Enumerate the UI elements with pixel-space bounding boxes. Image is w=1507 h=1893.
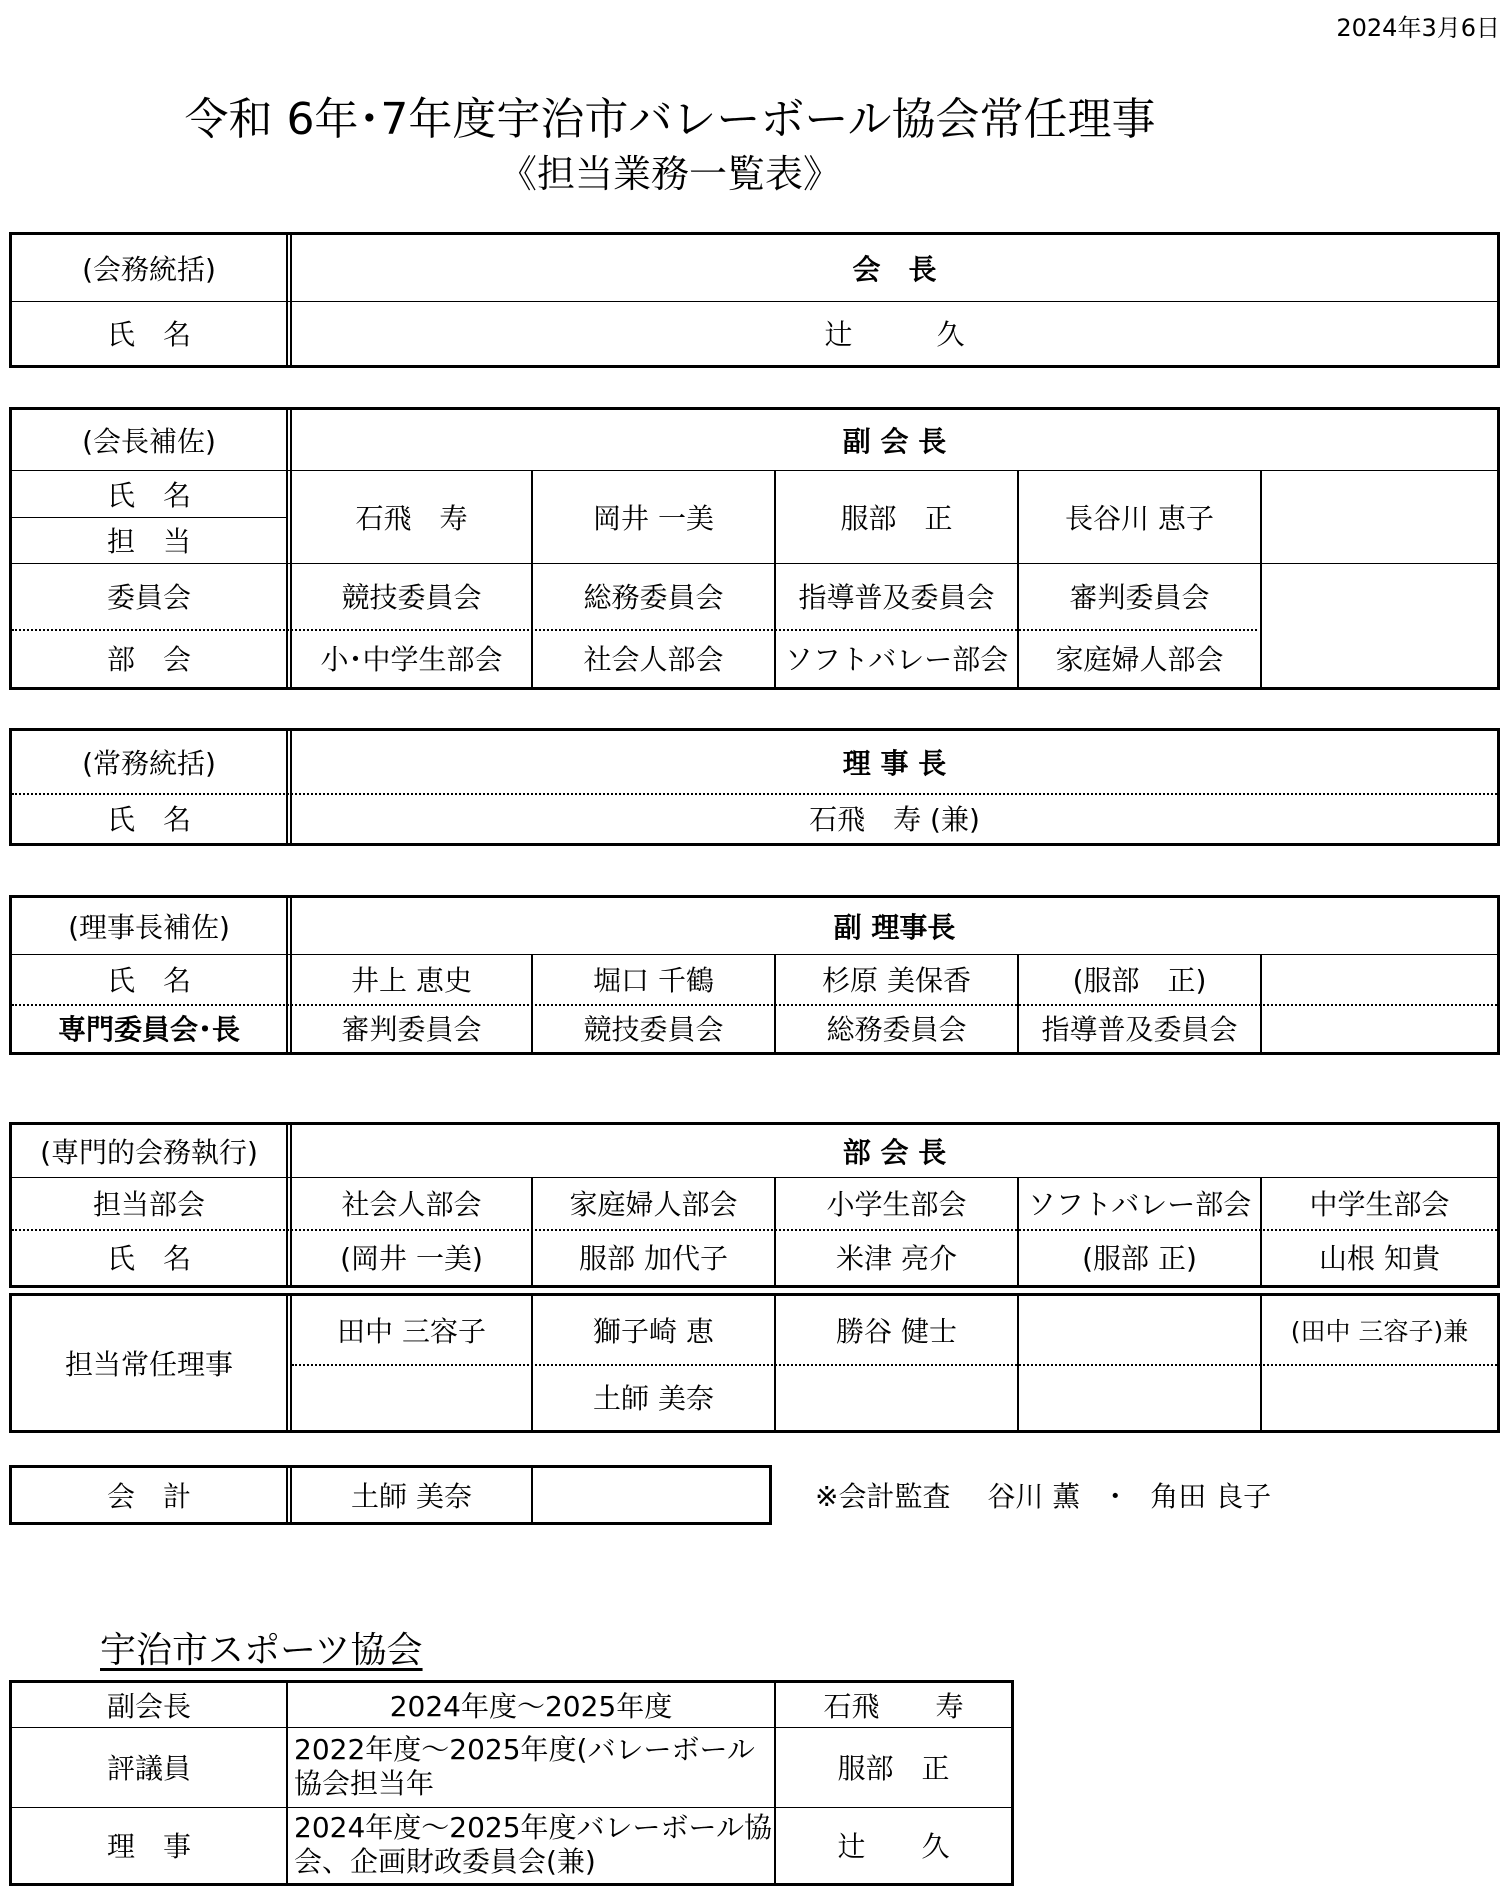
section-name: 中学生部会	[1309, 1188, 1450, 1221]
section-director: 獅子崎 恵	[593, 1315, 714, 1348]
page-title: 令和 6年･7年度宇治市バレーボール協会常任理事	[184, 94, 1156, 145]
vice-president-committee-label: 委員会	[106, 581, 191, 614]
vice-president-section-label: 部 会	[106, 643, 191, 676]
vice-president-committee	[1262, 563, 1497, 629]
vice-president-section: 社会人部会	[583, 643, 724, 676]
sports-name: 石飛 寿	[823, 1690, 964, 1723]
sports-name: 服部 正	[837, 1752, 950, 1785]
sports-role: 副会長	[106, 1690, 191, 1723]
section-director: 勝谷 健士	[836, 1315, 957, 1348]
president-role-title: 会 長	[852, 253, 937, 286]
vice-president-name	[1262, 470, 1497, 563]
section-head-name: (岡井 一美)	[340, 1242, 483, 1275]
section-director: 田中 三容子	[337, 1315, 486, 1348]
vice-chairman-name	[1262, 954, 1497, 1004]
sports-role: 理 事	[106, 1830, 191, 1863]
vice-chairman-table	[9, 895, 1500, 1055]
vice-president-section	[1262, 629, 1497, 687]
vice-president-duty-label: 担 当	[106, 525, 191, 558]
vice-chairman-name: 堀口 千鶴	[593, 964, 714, 997]
vice-president-name-label: 氏 名	[106, 478, 191, 512]
vice-president-name: 岡井 一美	[593, 501, 714, 535]
section-head-name: 山根 知貴	[1319, 1242, 1440, 1275]
sports-term: 2022年度～2025年度(バレーボール協会担当年	[294, 1733, 755, 1800]
audit-note: ※会計監査 谷川 薫 ･ 角田 良子	[815, 1480, 1272, 1513]
sports-association-table	[9, 1680, 1014, 1886]
accounting-name: 土師 美奈	[351, 1480, 472, 1513]
vice-president-section: 家庭婦人部会	[1055, 643, 1224, 676]
section-director: (田中 三容子)兼	[1290, 1317, 1469, 1346]
section-head-name: (服部 正)	[1082, 1242, 1197, 1275]
sports-name: 辻 久	[837, 1830, 950, 1863]
section-director	[1019, 1296, 1260, 1364]
vice-chairman-committee: 総務委員会	[826, 1013, 967, 1046]
section-name: 小学生部会	[826, 1188, 967, 1221]
section-heads-section-label: 担当部会	[92, 1188, 205, 1221]
vice-president-table	[9, 407, 1500, 690]
chairman-role-title: 理 事 長	[842, 747, 947, 780]
vice-president-role-title: 副 会 長	[842, 425, 947, 458]
section-director: 土師 美奈	[593, 1382, 714, 1415]
sports-association-title: 宇治市スポーツ協会	[100, 1630, 423, 1671]
vice-chairman-committee: 審判委員会	[341, 1013, 482, 1046]
vice-president-name: 長谷川 恵子	[1065, 501, 1214, 535]
vice-chairman-committee	[1262, 1004, 1497, 1052]
vice-chairman-role-label: (理事長補佐)	[68, 911, 230, 944]
accounting-label: 会 計	[106, 1480, 191, 1513]
vice-chairman-role-title: 副 理事長	[833, 911, 956, 944]
chairman-table	[9, 728, 1500, 846]
accounting-table	[9, 1465, 772, 1525]
vice-chairman-name: (服部 正)	[1072, 964, 1207, 997]
vice-chairman-name: 杉原 美保香	[822, 964, 971, 997]
section-name: 家庭婦人部会	[569, 1188, 738, 1221]
section-heads-name-label: 氏 名	[106, 1242, 191, 1275]
vice-chairman-name: 井上 恵史	[351, 964, 472, 997]
section-director	[292, 1364, 531, 1430]
section-heads-role-title: 部 会 長	[842, 1136, 947, 1169]
president-role-label: (会務統括)	[82, 253, 216, 286]
section-heads-table	[9, 1122, 1500, 1288]
vice-president-name: 服部 正	[840, 501, 953, 535]
section-directors-table	[9, 1293, 1500, 1433]
president-name-label: 氏 名	[106, 318, 191, 351]
vice-chairman-committee-label: 専門委員会･長	[57, 1013, 240, 1046]
vice-president-committee: 競技委員会	[341, 581, 482, 614]
accounting-extra	[533, 1468, 769, 1522]
page-subtitle: 《担当業務一覧表》	[498, 152, 841, 196]
vice-president-name: 石飛 寿	[355, 501, 468, 535]
president-name: 辻 久	[824, 318, 965, 351]
vice-president-committee: 指導普及委員会	[798, 581, 995, 614]
vice-president-committee: 審判委員会	[1069, 581, 1210, 614]
chairman-role-label: (常務統括)	[82, 747, 216, 780]
sports-term: 2024年度～2025年度バレーボール協会、企画財政委員会(兼)	[294, 1811, 772, 1878]
section-name: ソフトバレー部会	[1027, 1188, 1252, 1221]
section-director	[1019, 1364, 1260, 1430]
vice-chairman-name-label: 氏 名	[106, 964, 191, 997]
vice-president-section: 小･中学生部会	[320, 643, 503, 676]
section-head-name: 服部 加代子	[579, 1242, 728, 1275]
section-head-name: 米津 亮介	[836, 1242, 957, 1275]
section-director	[1262, 1364, 1497, 1430]
section-heads-role-label: (専門的会務執行)	[40, 1136, 258, 1169]
president-table	[9, 232, 1500, 368]
section-name: 社会人部会	[341, 1188, 482, 1221]
chairman-name: 石飛 寿 (兼)	[809, 803, 980, 836]
vice-president-committee: 総務委員会	[583, 581, 724, 614]
sports-role: 評議員	[106, 1752, 191, 1785]
vice-president-role-label: (会長補佐)	[82, 425, 216, 458]
vice-president-section: ソフトバレー部会	[784, 643, 1009, 676]
vice-chairman-committee: 指導普及委員会	[1041, 1013, 1238, 1046]
section-director	[776, 1364, 1017, 1430]
chairman-name-label: 氏 名	[106, 803, 191, 836]
document-date: 2024年3月6日	[1336, 14, 1500, 42]
section-directors-label: 担当常任理事	[64, 1348, 233, 1381]
sports-term: 2024年度～2025年度	[389, 1690, 673, 1723]
vice-chairman-committee: 競技委員会	[583, 1013, 724, 1046]
